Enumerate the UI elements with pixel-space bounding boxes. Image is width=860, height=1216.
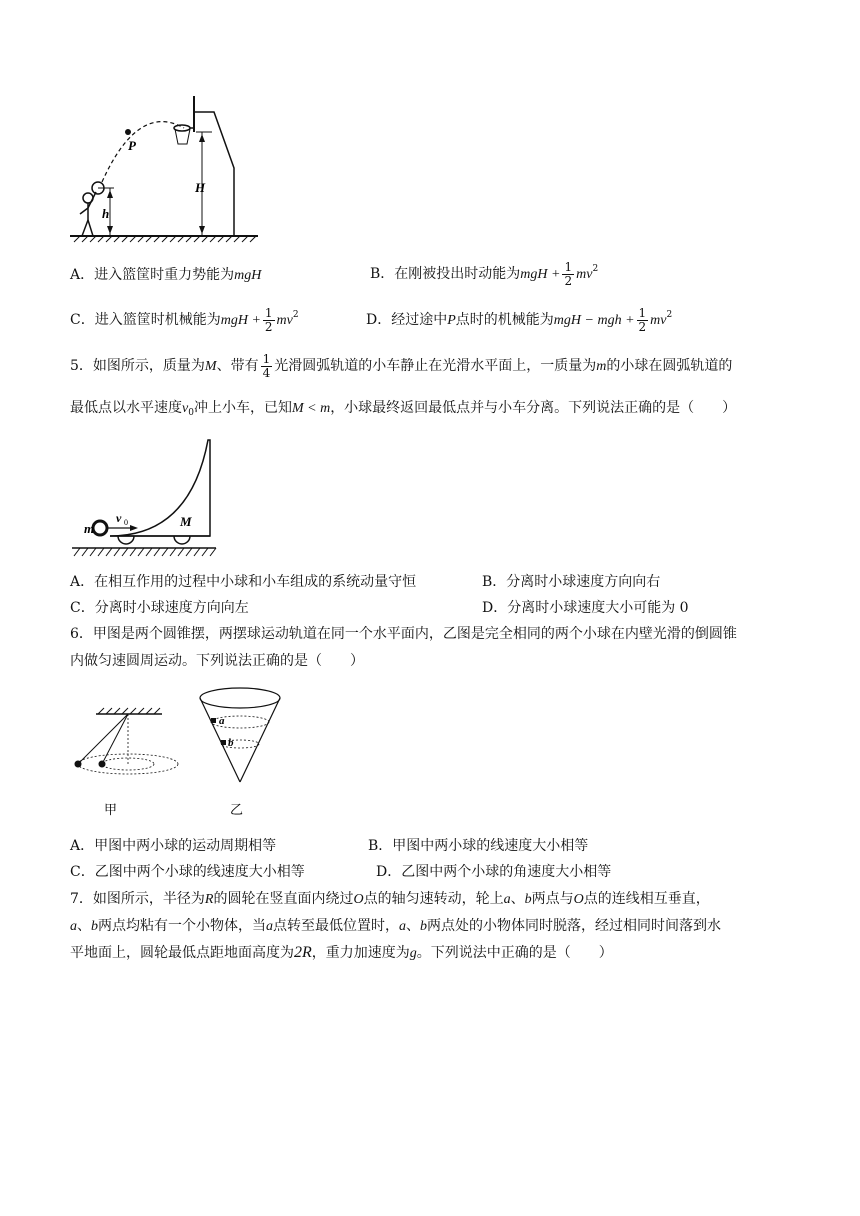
q5-option-a: A．在相互作用的过程中小球和小车组成的系统动量守恒 <box>70 574 417 590</box>
q4-option-c: C．进入篮筐时机械能为mgH + $\frac{1}{2}$ $mv^2$ <box>70 305 299 334</box>
inverted-cone-figure <box>192 682 288 820</box>
q6-option-a: A．甲图中两小球的运动周期相等 <box>70 838 277 854</box>
conical-pendulum-figure <box>66 700 186 820</box>
q5-stem-line2: 最低点以水平速度$v_0$冲上小车，已知M < m，小球最终返回最低点并与小车分离。下列说法正确的是（ ） <box>70 400 737 418</box>
fig5-label-m: m <box>84 521 95 536</box>
q4-option-d: D．经过途中P点时的机械能为mgH − mgh + $\frac{1}{2}$ $mv^2$ <box>366 305 673 334</box>
label-h-small: h <box>102 206 110 221</box>
q5-option-c: C．分离时小球速度方向向左 <box>70 600 249 616</box>
q5-option-b: B．分离时小球速度方向向右 <box>482 574 661 590</box>
basketball-figure <box>66 92 266 244</box>
q4-option-b: B．在刚被投出时动能为mgH + $\frac{1}{2}$ $mv^2$ <box>370 259 599 288</box>
fig6-label-b: b <box>228 737 234 749</box>
q6-stem-line2: 内做匀速圆周运动。下列说法正确的是（ ） <box>70 653 364 669</box>
q7-stem-line2: a、b两点均粘有一个小物体，当a点转至最低位置时，a、b两点处的小物体同时脱落，经过相同时间落到水 <box>70 918 721 934</box>
q4-option-a: A．进入篮筐时重力势能为mgH <box>70 267 262 283</box>
q7-stem-line1: 7．如图所示，半径为R的圆轮在竖直面内绕过O点的轴匀速转动，轮上a、b两点与O点的连线相互垂直， <box>70 891 710 907</box>
q6-option-d: D．乙图中两个小球的角速度大小相等 <box>376 864 612 880</box>
q5-stem-line1: 5．如图所示，质量为M、带有 $\frac{1}{4}$ 光滑圆弧轨道的小车静止在光滑水平面上，一质量为m的小球在圆弧轨道的 <box>70 351 733 380</box>
fig6-label-a: a <box>219 715 225 727</box>
fig5-label-v: v <box>116 511 122 525</box>
q6-stem-line1: 6．甲图是两个圆锥摆，两摆球运动轨道在同一个水平面内，乙图是完全相同的两个小球在内壁光滑的倒圆锥 <box>70 626 737 642</box>
q7-stem-line3: 平地面上，圆轮最低点距地面高度为2R，重力加速度为g。下列说法中正确的是（ ） <box>70 944 613 961</box>
q5-option-d: D．分离时小球速度大小可能为 0 <box>482 600 689 616</box>
q6-option-b: B．甲图中两小球的线速度大小相等 <box>368 838 589 854</box>
fig5-label-v-sub: 0 <box>124 518 128 527</box>
label-h-big: H <box>195 180 206 195</box>
fig6-label-jia: 甲 <box>104 802 118 817</box>
fig5-label-M: M <box>180 514 192 529</box>
cart-figure <box>70 438 220 564</box>
q6-option-c: C．乙图中两个小球的线速度大小相等 <box>70 864 305 880</box>
fig6-label-yi: 乙 <box>230 802 244 817</box>
label-p: P <box>128 138 136 153</box>
